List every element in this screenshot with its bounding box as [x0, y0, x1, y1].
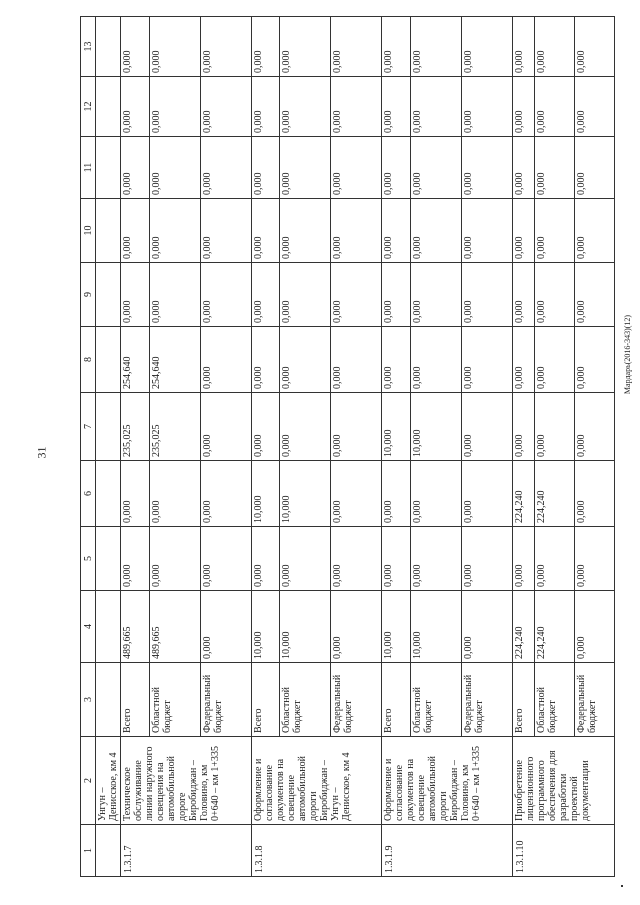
value-cell: 0,000 — [410, 527, 461, 591]
value-cell: 0,000 — [382, 461, 411, 527]
column-header: 10 — [81, 199, 96, 263]
name-cell: Оформление и согласование документов на освещение автомобильной дороги Биробиджан – Головино, км 0+640 – км 1+335 — [382, 737, 513, 825]
value-cell: 0,000 — [200, 527, 251, 591]
funding-source-cell: Областной бюджет — [280, 663, 331, 737]
value-cell: 0,000 — [280, 393, 331, 461]
value-cell: 0,000 — [512, 17, 534, 77]
value-cell: 0,000 — [574, 263, 614, 327]
page-number: 31 — [34, 446, 49, 459]
value-cell: 0,000 — [461, 199, 512, 263]
value-cell: 0,000 — [534, 77, 574, 137]
value-cell: 0,000 — [149, 263, 200, 327]
code-cell: 1.3.1.9 — [382, 825, 513, 877]
column-header: 11 — [81, 137, 96, 199]
value-cell: 0,000 — [331, 17, 382, 77]
value-cell: 0,000 — [534, 263, 574, 327]
value-cell: 254,640 — [121, 327, 150, 393]
value-cell: 10,000 — [251, 591, 280, 663]
value-cell: 0,000 — [331, 137, 382, 199]
funding-source-cell: Областной бюджет — [149, 663, 200, 737]
value-cell: 10,000 — [410, 591, 461, 663]
value-cell: 235,025 — [149, 393, 200, 461]
value-cell: 0,000 — [200, 137, 251, 199]
value-cell: 0,000 — [251, 263, 280, 327]
funding-source-cell: Всего — [512, 663, 534, 737]
value-cell: 0,000 — [534, 17, 574, 77]
name-cell: Приобретение лицензионного программного обеспечения для разработки проектной документации — [512, 737, 614, 825]
value-cell: 0,000 — [382, 527, 411, 591]
value-cell: 0,000 — [410, 263, 461, 327]
value-cell: 0,000 — [574, 77, 614, 137]
value-cell: 0,000 — [410, 137, 461, 199]
value-cell: 0,000 — [534, 527, 574, 591]
column-header: 4 — [81, 591, 96, 663]
value-cell: 0,000 — [331, 327, 382, 393]
table-row — [121, 17, 150, 877]
value-cell: 0,000 — [512, 327, 534, 393]
document-footer: Мардарь(2016-343)(12) — [623, 314, 633, 395]
value-cell: 0,000 — [461, 77, 512, 137]
value-cell: 0,000 — [461, 591, 512, 663]
value-cell: 0,000 — [251, 527, 280, 591]
value-cell: 0,000 — [280, 137, 331, 199]
value-cell: 0,000 — [121, 17, 150, 77]
value-cell: 0,000 — [149, 461, 200, 527]
value-cell: 0,000 — [382, 77, 411, 137]
funding-source-cell: Федеральный бюджет — [200, 663, 251, 737]
value-cell: 0,000 — [251, 17, 280, 77]
funding-source-cell: Федеральный бюджет — [574, 663, 614, 737]
column-header: 7 — [81, 393, 96, 461]
name-cell: Техническое обслуживание линии наружного освещения на автомобильной дороге Биробиджан – Головино, км 0+640 – км 1+335 — [121, 737, 252, 825]
code-cell: 1.3.1.8 — [251, 825, 382, 877]
value-cell: 254,640 — [149, 327, 200, 393]
value-cell: 10,000 — [280, 591, 331, 663]
value-cell: 0,000 — [280, 199, 331, 263]
table-row — [96, 17, 121, 877]
value-cell: 0,000 — [121, 263, 150, 327]
value-cell: 0,000 — [461, 327, 512, 393]
value-cell: 0,000 — [149, 199, 200, 263]
value-cell: 0,000 — [149, 137, 200, 199]
value-cell: 0,000 — [410, 327, 461, 393]
value-cell: 0,000 — [574, 591, 614, 663]
funding-source-cell: Областной бюджет — [410, 663, 461, 737]
funding-source-cell: Всего — [382, 663, 411, 737]
value-cell: 224,240 — [512, 461, 534, 527]
value-cell: 0,000 — [251, 393, 280, 461]
value-cell: 0,000 — [512, 199, 534, 263]
value-cell: 0,000 — [200, 199, 251, 263]
value-cell: 0,000 — [410, 461, 461, 527]
column-header: 5 — [81, 527, 96, 591]
value-cell: 0,000 — [200, 77, 251, 137]
value-cell: 0,000 — [534, 137, 574, 199]
value-cell: 0,000 — [331, 393, 382, 461]
value-cell: 0,000 — [280, 527, 331, 591]
value-cell: 0,000 — [200, 263, 251, 327]
value-cell: 0,000 — [382, 17, 411, 77]
value-cell: 0,000 — [200, 17, 251, 77]
column-header: 1 — [81, 825, 96, 877]
value-cell: 0,000 — [251, 137, 280, 199]
value-cell: 0,000 — [410, 17, 461, 77]
value-cell: 0,000 — [574, 137, 614, 199]
column-header: 13 — [81, 17, 96, 77]
value-cell: 0,000 — [331, 591, 382, 663]
value-cell: 0,000 — [149, 17, 200, 77]
column-header: 3 — [81, 663, 96, 737]
value-cell: 0,000 — [461, 263, 512, 327]
value-cell: 0,000 — [534, 327, 574, 393]
value-cell: 0,000 — [382, 199, 411, 263]
value-cell: 10,000 — [251, 461, 280, 527]
funding-source-cell: Федеральный бюджет — [331, 663, 382, 737]
value-cell: 0,000 — [331, 461, 382, 527]
value-cell: 0,000 — [251, 327, 280, 393]
value-cell: 0,000 — [461, 461, 512, 527]
value-cell: 0,000 — [200, 327, 251, 393]
value-cell: 0,000 — [280, 77, 331, 137]
value-cell: 0,000 — [251, 199, 280, 263]
budget-table-wrapper — [80, 17, 615, 877]
column-header: 8 — [81, 327, 96, 393]
name-cell: Унгун – Денисское, км 4 — [96, 737, 121, 825]
column-header: 6 — [81, 461, 96, 527]
value-cell: 0,000 — [382, 327, 411, 393]
value-cell: 0,000 — [574, 327, 614, 393]
value-cell: 0,000 — [331, 263, 382, 327]
value-cell: 0,000 — [280, 17, 331, 77]
value-cell: 0,000 — [534, 199, 574, 263]
value-cell: 0,000 — [534, 393, 574, 461]
value-cell: 0,000 — [410, 77, 461, 137]
value-cell: 0,000 — [512, 263, 534, 327]
value-cell: 489,665 — [121, 591, 150, 663]
name-cell: Оформление и согласование документов на освещение автомобильной дороги Биробиджан – Унгун – Денисское, км 4 — [251, 737, 382, 825]
value-cell: 0,000 — [574, 199, 614, 263]
value-cell: 0,000 — [200, 461, 251, 527]
value-cell: 0,000 — [121, 77, 150, 137]
value-cell: 0,000 — [512, 527, 534, 591]
value-cell: 0,000 — [280, 327, 331, 393]
value-cell: 0,000 — [574, 17, 614, 77]
value-cell: 10,000 — [410, 393, 461, 461]
value-cell: 0,000 — [574, 393, 614, 461]
column-header: 2 — [81, 737, 96, 825]
value-cell: 489,665 — [149, 591, 200, 663]
scan-mark — [621, 885, 623, 887]
budget-table — [80, 16, 615, 877]
value-cell: 224,240 — [534, 591, 574, 663]
value-cell: 0,000 — [149, 527, 200, 591]
column-header-row — [81, 17, 96, 877]
funding-source-cell: Областной бюджет — [534, 663, 574, 737]
value-cell: 0,000 — [200, 393, 251, 461]
value-cell: 224,240 — [512, 591, 534, 663]
value-cell: 224,240 — [534, 461, 574, 527]
table-row — [382, 17, 411, 877]
funding-source-cell: Федеральный бюджет — [461, 663, 512, 737]
value-cell: 0,000 — [149, 77, 200, 137]
value-cell: 0,000 — [512, 137, 534, 199]
value-cell: 0,000 — [382, 137, 411, 199]
funding-source-cell: Всего — [251, 663, 280, 737]
value-cell: 0,000 — [331, 527, 382, 591]
code-cell: 1.3.1.10 — [512, 825, 614, 877]
value-cell: 0,000 — [461, 527, 512, 591]
table-row — [512, 17, 534, 877]
value-cell: 10,000 — [382, 591, 411, 663]
value-cell: 0,000 — [121, 199, 150, 263]
value-cell: 0,000 — [200, 591, 251, 663]
value-cell: 0,000 — [121, 137, 150, 199]
column-header: 9 — [81, 263, 96, 327]
value-cell: 0,000 — [574, 527, 614, 591]
value-cell: 235,025 — [121, 393, 150, 461]
value-cell: 0,000 — [461, 393, 512, 461]
value-cell: 10,000 — [280, 461, 331, 527]
value-cell: 0,000 — [251, 77, 280, 137]
value-cell: 0,000 — [382, 263, 411, 327]
value-cell: 0,000 — [410, 199, 461, 263]
value-cell: 0,000 — [574, 461, 614, 527]
value-cell: 0,000 — [512, 77, 534, 137]
code-cell: 1.3.1.7 — [121, 825, 252, 877]
value-cell: 0,000 — [331, 199, 382, 263]
table-row — [251, 17, 280, 877]
code-cell — [96, 825, 121, 877]
value-cell: 0,000 — [280, 263, 331, 327]
column-header: 12 — [81, 77, 96, 137]
value-cell: 10,000 — [382, 393, 411, 461]
value-cell: 0,000 — [512, 393, 534, 461]
value-cell: 0,000 — [121, 527, 150, 591]
value-cell: 0,000 — [121, 461, 150, 527]
value-cell: 0,000 — [461, 17, 512, 77]
funding-source-cell: Всего — [121, 663, 150, 737]
value-cell: 0,000 — [461, 137, 512, 199]
value-cell: 0,000 — [331, 77, 382, 137]
